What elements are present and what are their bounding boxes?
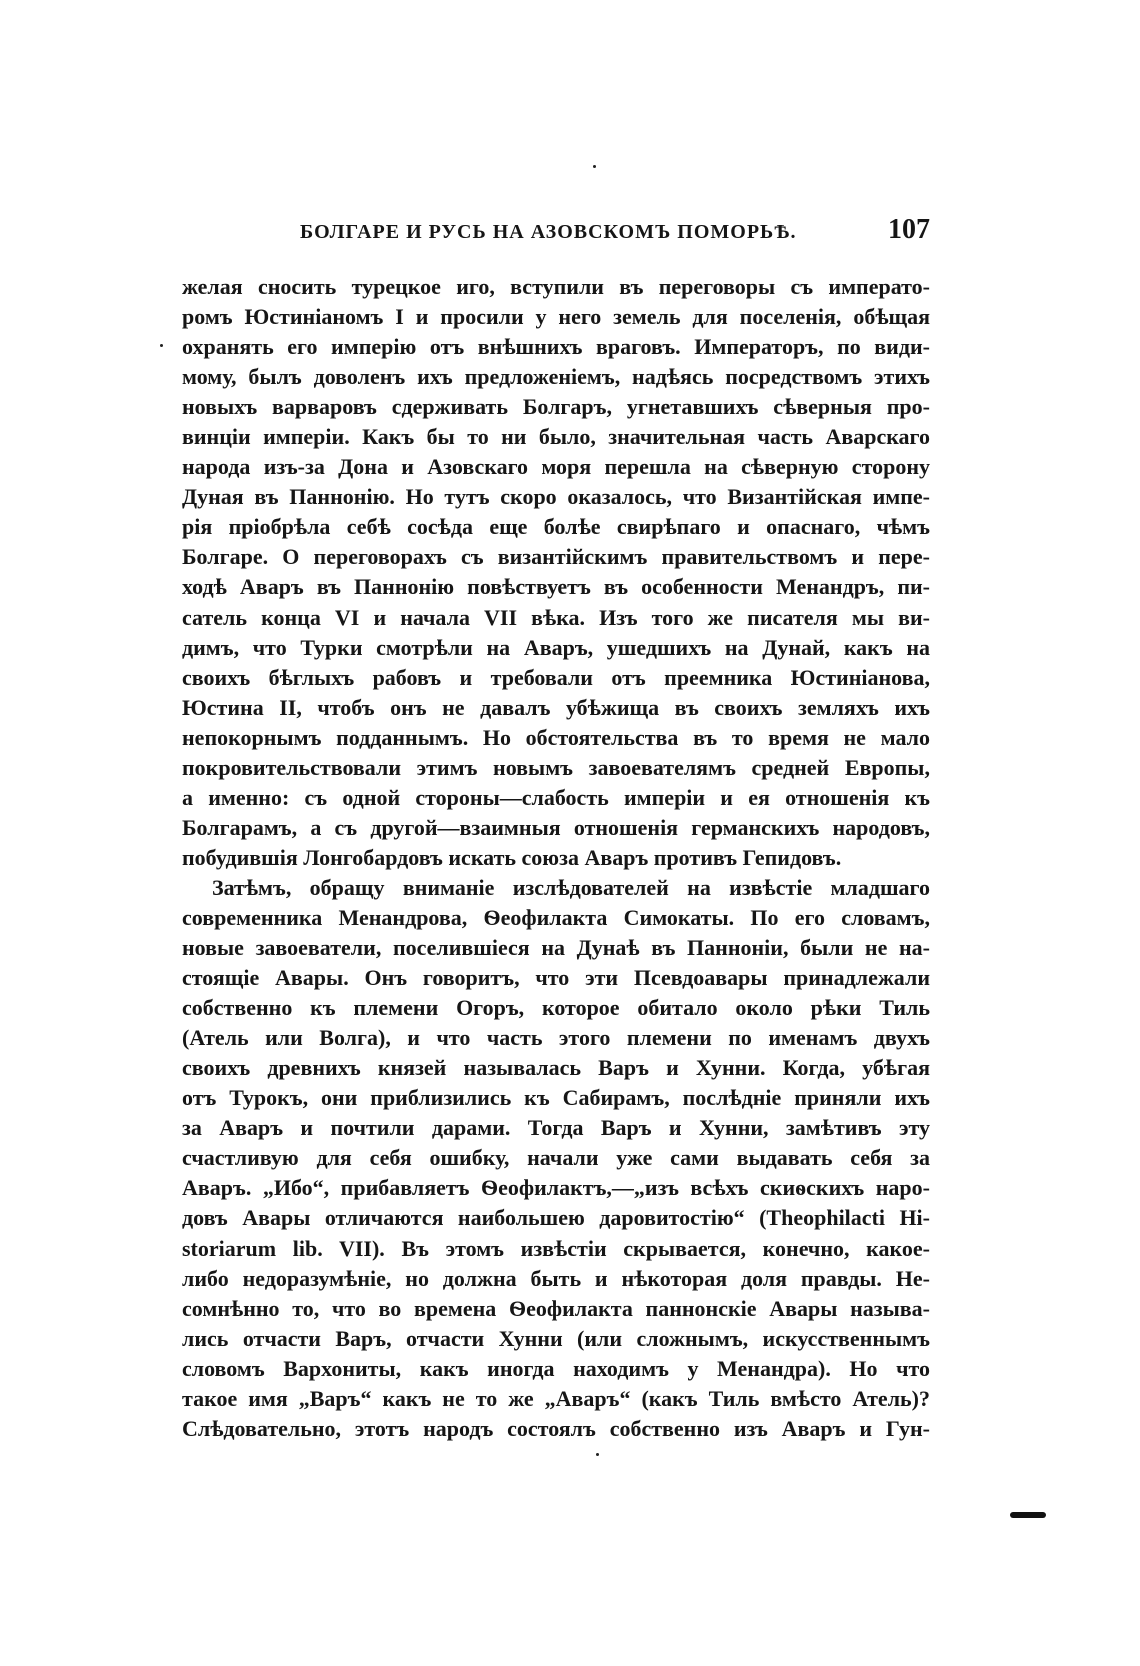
text-line: желая сносить турецкое иго, вступили въ переговоры съ императо- [182,274,930,299]
text-line: охранять его имперію отъ внѣшнихъ враговъ. Императоръ, по види- [182,334,930,360]
text-line: народа изъ-за Дона и Азовскаго моря перешла на сѣверную сторону [182,454,930,480]
text-line: (Атель или Волга), и что часть этого племени по именамъ двухъ [182,1025,930,1051]
text-line: ромъ Юстиніаномъ I и просили у него земель для поселенія, обѣщая [182,304,930,330]
text-line: либо недоразумѣніе, но должна быть и нѣкоторая доля правды. Не- [182,1265,930,1291]
scan-speck [160,344,163,347]
text-line: за Аваръ и почтили дарами. Тогда Варъ и Хунни, замѣтивъ эту [182,1115,930,1141]
text-line: Аваръ. „Ибо“, прибавляетъ Ѳеофилактъ,—„изъ всѣхъ скиѳскихъ наро- [182,1175,930,1201]
scan-speck [596,1453,599,1456]
text-line: такое имя „Варъ“ какъ не то же „Аваръ“ (какъ Тиль вмѣсто Атель)? [182,1385,930,1411]
body-text [182,272,930,1444]
text-line-paragraph-end: побудившія Лонгобардовъ искать союза Аваръ противъ Гепидовъ. [182,844,842,870]
text-line: винціи имперіи. Какъ бы то ни было, значительная часть Аварскаго [182,424,930,450]
text-line: Болгаре. О переговорахъ съ византійскимъ правительствомъ и пере- [182,544,930,570]
text-line: покровительствовали этимъ новымъ завоевателямъ средней Европы, [182,754,930,780]
text-line: рія пріобрѣла себѣ сосѣда еще болѣе свирѣпаго и опаснаго, чѣмъ [182,514,930,540]
text-line: счастливую для себя ошибку, начали уже сами выдавать себя за [182,1145,930,1171]
text-line: своихъ бѣглыхъ рабовъ и требовали отъ преемника Юстиніанова, [182,664,930,690]
text-line-paragraph-start: Затѣмъ, обращу вниманіе изслѣдователей на извѣстіе младшаго [212,874,930,900]
text-line: новые завоеватели, поселившіеся на Дунаѣ въ Панноніи, были не на- [182,935,930,961]
text-line: Дуная въ Паннонію. Но тутъ скоро оказалось, что Византійская импе- [182,484,930,510]
text-line: лись отчасти Варъ, отчасти Хунни (или сложнымъ, искусственнымъ [182,1325,930,1351]
text-line: ходѣ Аваръ въ Паннонію повѣствуетъ въ особенности Менандръ, пи- [182,574,930,600]
text-line: словомъ Вархониты, какъ иногда находимъ у Менандра). Но что [182,1355,930,1381]
running-title: БОЛГАРЕ И РУСЬ НА АЗОВСКОМЪ ПОМОРЬѢ. [300,221,797,243]
text-line: стоящіе Авары. Онъ говоритъ, что эти Псевдоавары принадлежали [182,965,930,991]
text-line: отъ Турокъ, они приблизились къ Сабирамъ, послѣдніе приняли ихъ [182,1085,930,1111]
text-line: современника Менандрова, Ѳеофилакта Симокаты. По его словамъ, [182,904,930,930]
text-line: димъ, что Турки смотрѣли на Аваръ, ушедшихъ на Дунай, какъ на [182,634,930,660]
text-line: новыхъ варваровъ сдерживать Болгаръ, угнетавшихъ сѣверныя про- [182,394,930,420]
text-line: Юстина II, чтобъ онъ не давалъ убѣжища въ своихъ земляхъ ихъ [182,694,930,720]
page-header [182,211,930,251]
text-line: сомнѣнно то, что во времена Ѳеофилакта паннонскіе Авары называ- [182,1295,930,1321]
text-line: мому, былъ доволенъ ихъ предложеніемъ, надѣясь посредствомъ этихъ [182,364,930,390]
page-number: 107 [888,214,930,245]
text-line: своихъ древнихъ князей называлась Варъ и Хунни. Когда, убѣгая [182,1055,930,1081]
text-line: собственно къ племени Огоръ, которое обитало около рѣки Тиль [182,995,930,1021]
text-line: довъ Авары отличаются наибольшею даровитостію“ (Theophilacti Hi- [182,1205,930,1231]
scan-speck [593,165,596,168]
text-line: storiarum lib. VII). Въ этомъ извѣстіи скрывается, конечно, какое- [182,1235,930,1261]
text-line: непокорнымъ подданнымъ. Но обстоятельства въ то время не мало [182,724,930,750]
text-line: а именно: съ одной стороны—слабость имперіи и ея отношенія къ [182,784,930,810]
margin-dash-mark [1010,1512,1046,1518]
text-line: Слѣдовательно, этотъ народъ состоялъ собственно изъ Аваръ и Гун- [182,1415,930,1441]
text-line: Болгарамъ, а съ другой—взаимныя отношенія германскихъ народовъ, [182,814,930,840]
text-line: сатель конца VI и начала VII вѣка. Изъ того же писателя мы ви- [182,604,930,630]
